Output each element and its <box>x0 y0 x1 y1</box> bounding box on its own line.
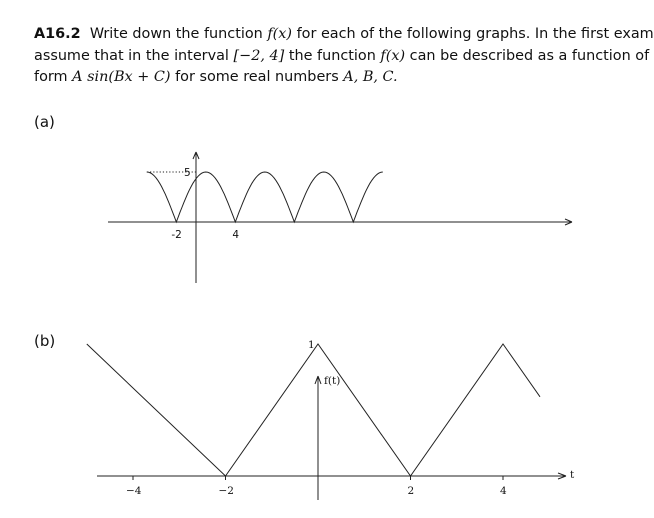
math-expression: A, B, C. <box>343 69 398 85</box>
x-tick-label: −4 <box>126 485 142 497</box>
x-tick-label: 2 <box>407 485 415 497</box>
problem-text: form <box>34 69 68 85</box>
math-expression: f(x) <box>380 47 406 64</box>
x-tick-label: -2 <box>171 229 182 241</box>
math-expression: [−2, 4] <box>233 47 285 64</box>
y-tick-label: 1 <box>308 339 315 351</box>
part-b-label: (b) <box>34 332 56 350</box>
x-axis-label: t <box>570 469 575 481</box>
series-line <box>87 344 540 476</box>
math-expression: A sin(Bx + C) <box>72 69 171 85</box>
y-axis-label: f(t) <box>324 375 341 387</box>
y-tick-label: 5 <box>184 167 191 179</box>
x-tick-label: 4 <box>232 229 240 241</box>
part-a-label: (a) <box>34 113 55 131</box>
problem-text: Write down the function <box>89 26 263 42</box>
problem-text: the function <box>288 47 376 64</box>
x-tick-label: 4 <box>500 485 507 497</box>
problem-text: for some real numbers <box>175 69 339 85</box>
problem-text: can be described as a function of <box>409 47 650 64</box>
problem-number: A16.2 <box>34 26 81 42</box>
problem-text: assume that in the interval <box>34 47 229 64</box>
problem-text: for each of the following graphs. In the first exam <box>296 26 654 42</box>
math-expression: f(x) <box>267 26 293 42</box>
x-tick-label: −2 <box>218 485 234 497</box>
